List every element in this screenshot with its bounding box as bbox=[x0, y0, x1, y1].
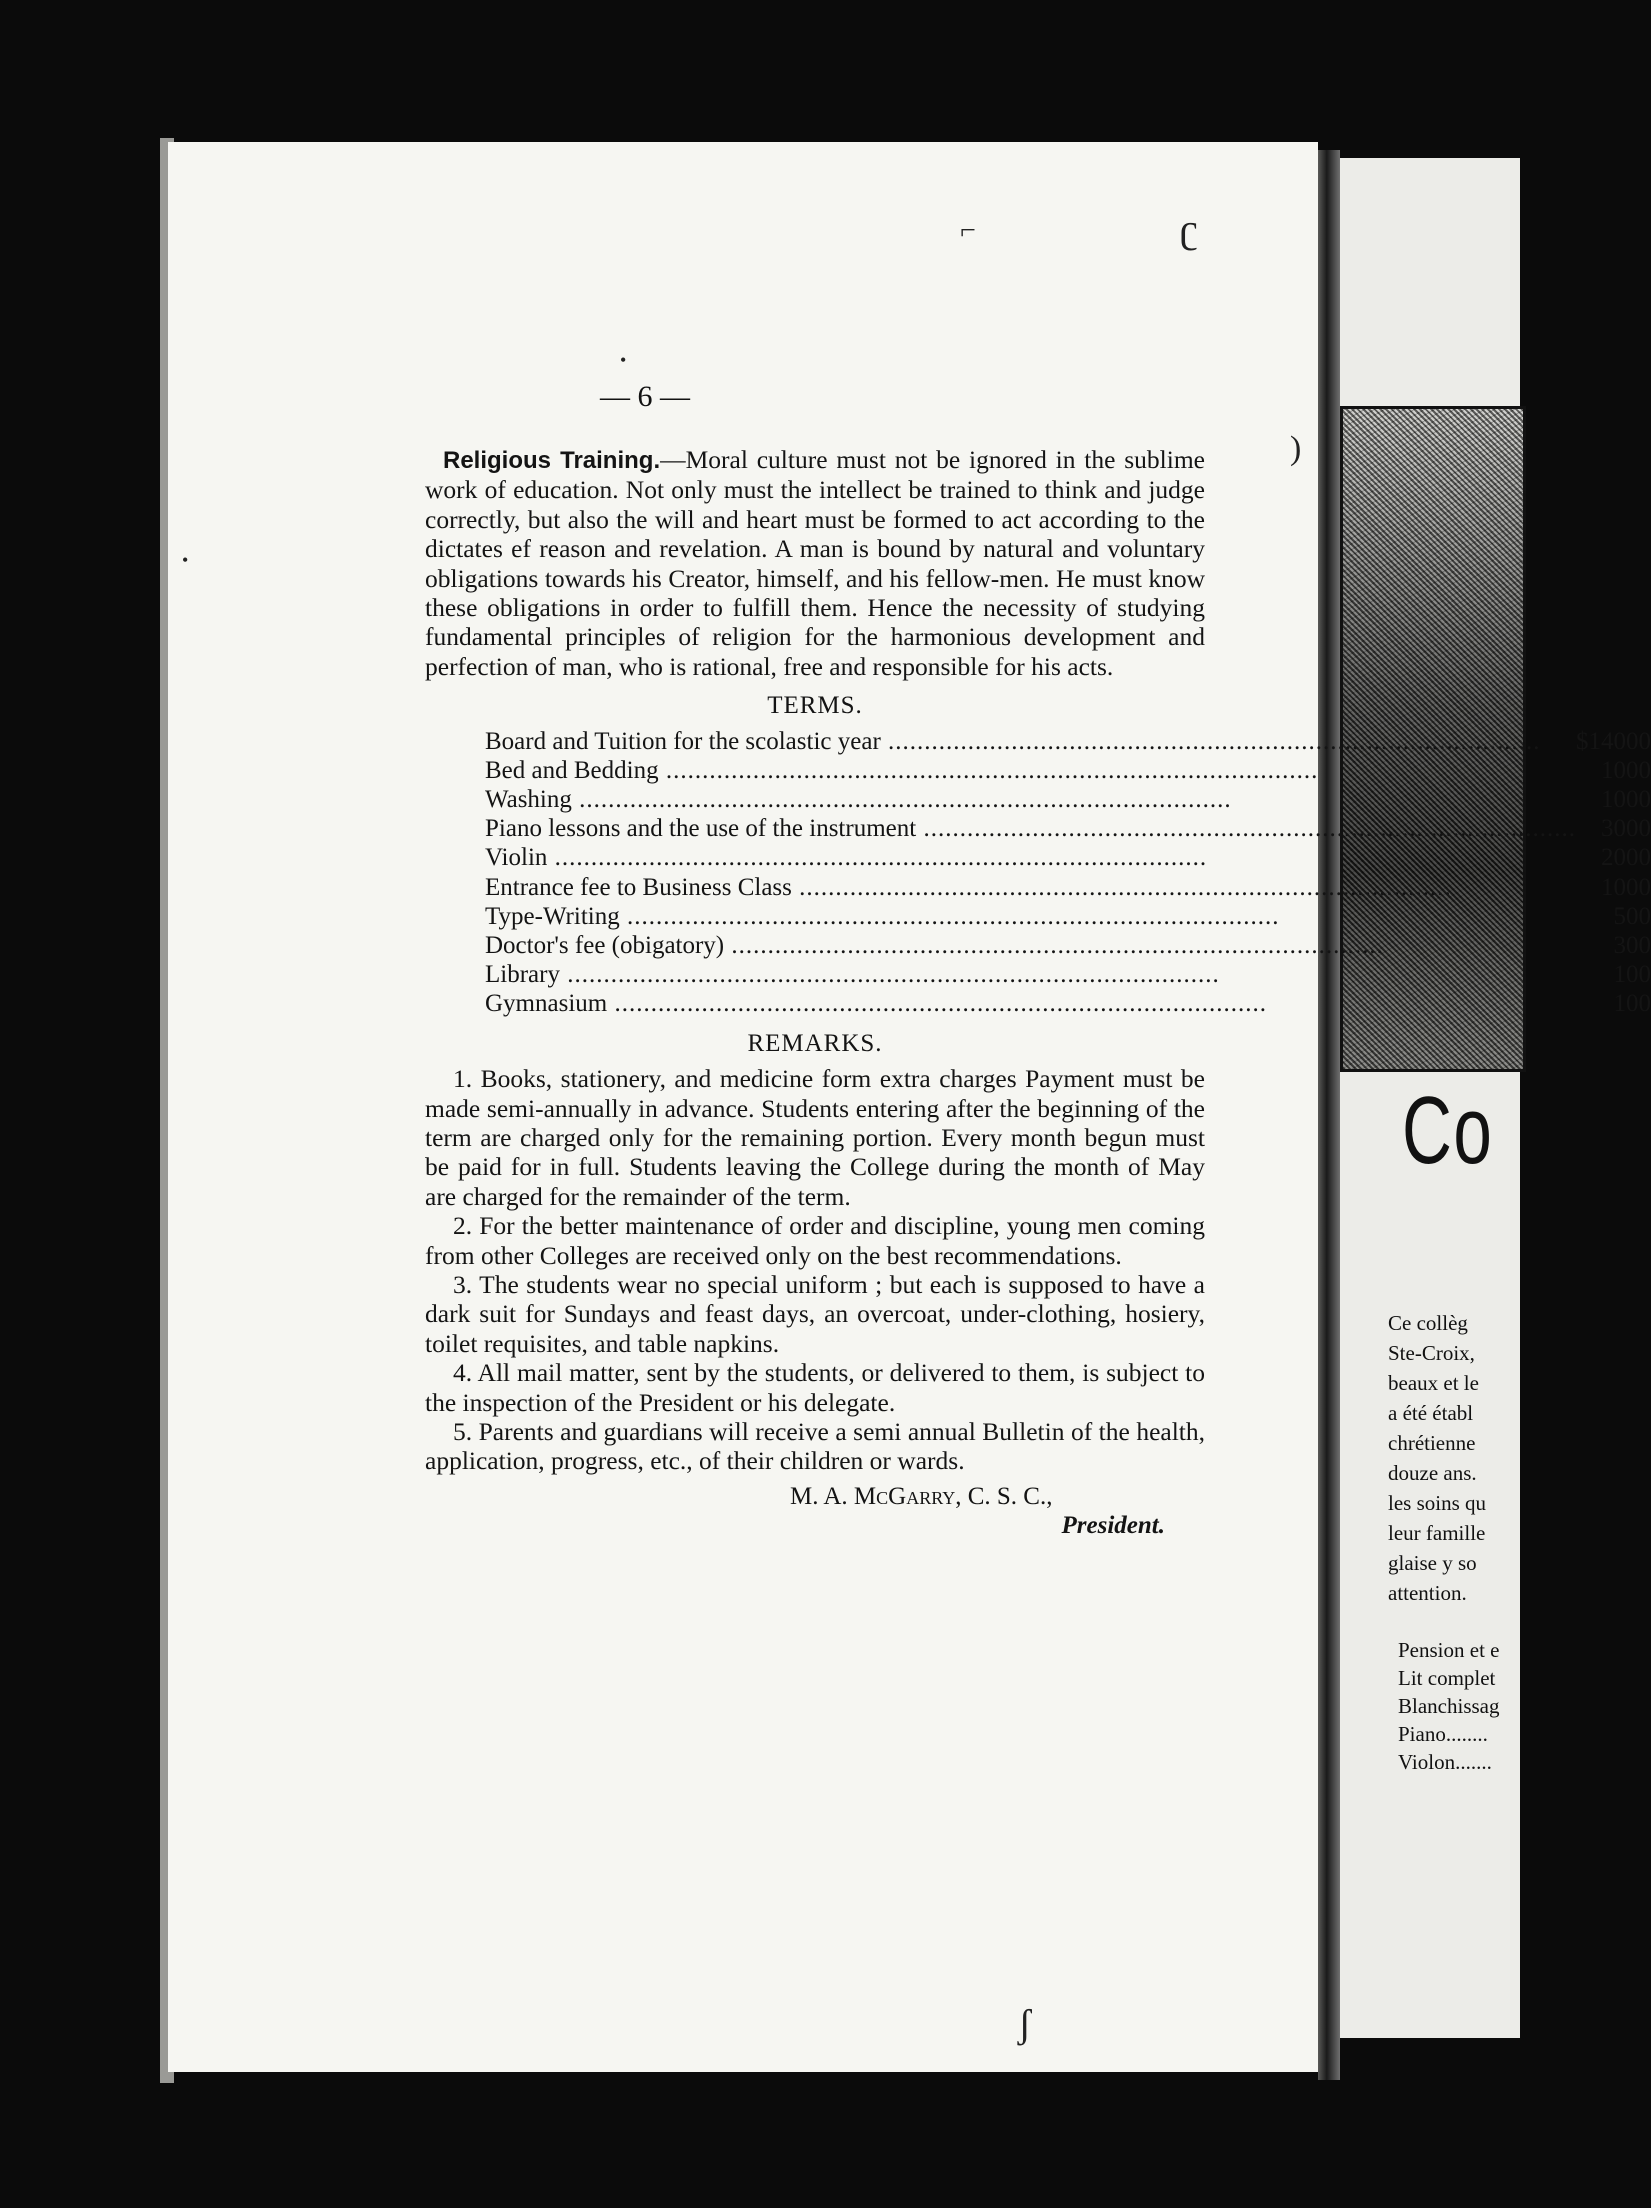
term-label: Violin ..... bbox=[485, 843, 1576, 872]
facing-line: Piano........ bbox=[1398, 1722, 1488, 1746]
term-label: Doctor's fee (obigatory) ..... bbox=[485, 931, 1576, 960]
facing-line: Ce collèg bbox=[1388, 1311, 1468, 1335]
facing-line: les soins qu bbox=[1388, 1491, 1487, 1515]
terms-heading: TERMS. bbox=[767, 692, 863, 720]
scan-speck: ʗ bbox=[1180, 206, 1198, 251]
table-row bbox=[485, 902, 1651, 931]
term-cents: 00 bbox=[1625, 990, 1651, 1018]
table-row bbox=[485, 756, 1651, 785]
term-label: Library ..... bbox=[485, 960, 1576, 989]
facing-line: Blanchissag bbox=[1398, 1694, 1500, 1718]
term-label: Bed and Bedding ..... bbox=[485, 756, 1576, 785]
term-dollars: 1 bbox=[1613, 961, 1626, 989]
term-dollars: $140 bbox=[1575, 727, 1626, 755]
term-label: Entrance fee to Business Class ..... bbox=[485, 873, 1576, 902]
facing-page-prices bbox=[1398, 1636, 1499, 1776]
term-cents: 00 bbox=[1625, 873, 1651, 901]
remark-item: 5. Parents and guardians will receive a semi annual Bulletin of the health, application, progress, etc., of their children or wards. bbox=[425, 1416, 1205, 1476]
term-label: Gymnasium ..... bbox=[485, 989, 1576, 1018]
term-dollars: 30 bbox=[1600, 815, 1626, 843]
facing-line: leur famille bbox=[1388, 1521, 1486, 1545]
table-row bbox=[485, 931, 1651, 960]
remark-item: 3. The students wear no special uniform ; but each is supposed to have a dark suit for Sundays and feast days, an overcoat, under-clothing, hosiery, toilet requisites, and table napkins. bbox=[425, 1269, 1205, 1358]
term-label: Type-Writing ..... bbox=[485, 902, 1576, 931]
facing-page-title: Co bbox=[1402, 1077, 1494, 1184]
table-row bbox=[485, 814, 1651, 843]
term-cents: 00 bbox=[1625, 786, 1651, 814]
facing-line: glaise y so bbox=[1388, 1551, 1477, 1575]
terms-table bbox=[485, 727, 1651, 1019]
facing-line: douze ans. bbox=[1388, 1461, 1477, 1485]
term-cents: 00 bbox=[1625, 902, 1651, 930]
facing-line: Ste-Croix, bbox=[1388, 1341, 1475, 1365]
facing-page-text bbox=[1388, 1308, 1486, 1608]
term-cents: 00 bbox=[1625, 844, 1651, 872]
facing-page bbox=[1340, 158, 1520, 2038]
scan-speck: • bbox=[620, 350, 627, 370]
table-row bbox=[485, 843, 1651, 872]
facing-line: Violon....... bbox=[1398, 1750, 1492, 1774]
term-dollars: 1 bbox=[1613, 990, 1626, 1018]
page-number: — 6 — bbox=[600, 380, 690, 413]
term-dollars: 10 bbox=[1600, 873, 1626, 901]
signature-title: President. bbox=[1061, 1512, 1165, 1540]
table-row bbox=[485, 727, 1651, 756]
term-dollars: 10 bbox=[1600, 756, 1626, 784]
religious-training-text: —Moral culture must not be ignored in the sublime work of education. Not only must the intellect be trained to think and judge correctly, but also the will and heart must be formed to act according to the dictates ef reason and revelation. A man is bound by natural and voluntary obligations towards his Creator, himself, and his fellow-men. He must know these obligations in order to fulfill them. Hence the necessity of studying fundamental principles of religion for the harmonious development and perfection of man, who is rational, free and responsible for his acts. bbox=[425, 445, 1206, 681]
scan-speck: • bbox=[182, 550, 189, 570]
table-row bbox=[485, 785, 1651, 814]
religious-training-paragraph bbox=[425, 445, 1205, 681]
term-cents: 00 bbox=[1625, 727, 1651, 755]
remark-item: 1. Books, stationery, and medicine form extra charges Payment must be made semi-annually in advance. Students entering after the beginning of the term are charged only for the remaining portion. Every month begun must be paid for in full. Students leaving the College during the month of May are charged for the remainder of the term. bbox=[425, 1064, 1205, 1211]
facing-line: Pension et e bbox=[1398, 1638, 1500, 1662]
facing-line: a été établ bbox=[1388, 1401, 1474, 1425]
term-dollars: 3 bbox=[1613, 932, 1626, 960]
remark-item: 4. All mail matter, sent by the students, or delivered to them, is subject to the inspection of the President or his delegate. bbox=[425, 1358, 1205, 1417]
remarks-heading: REMARKS. bbox=[747, 1029, 883, 1057]
remark-item: 2. For the better maintenance of order and discipline, young men coming from other Colleges are received only on the best recommendations. bbox=[425, 1211, 1205, 1270]
religious-training-heading: Religious Training. bbox=[443, 447, 661, 474]
table-row bbox=[485, 989, 1651, 1018]
term-label: Board and Tuition for the scolastic year ..... bbox=[485, 727, 1576, 756]
scan-speck: ⌐ bbox=[960, 215, 976, 246]
term-cents: 00 bbox=[1625, 756, 1651, 784]
table-row bbox=[485, 873, 1651, 902]
term-dollars: 5 bbox=[1613, 902, 1626, 930]
facing-line: Lit complet bbox=[1398, 1666, 1496, 1690]
facing-line: attention. bbox=[1388, 1581, 1467, 1605]
signature-name: M. A. McGarry, C. S. C., bbox=[790, 1482, 1053, 1510]
scan-speck: ) bbox=[1290, 430, 1302, 467]
term-dollars: 10 bbox=[1600, 786, 1626, 814]
term-dollars: 20 bbox=[1600, 844, 1626, 872]
facing-line: chrétienne bbox=[1388, 1431, 1476, 1455]
term-label: Piano lessons and the use of the instrument ..... bbox=[485, 814, 1576, 843]
scan-speck: ʃ bbox=[1018, 2001, 1032, 2046]
term-label: Washing ..... bbox=[485, 785, 1576, 814]
book-gutter bbox=[1318, 150, 1340, 2080]
term-cents: 00 bbox=[1625, 932, 1651, 960]
facing-line: beaux et le bbox=[1388, 1371, 1479, 1395]
term-cents: 00 bbox=[1625, 961, 1651, 989]
term-cents: 00 bbox=[1625, 815, 1651, 843]
table-row bbox=[485, 960, 1651, 989]
